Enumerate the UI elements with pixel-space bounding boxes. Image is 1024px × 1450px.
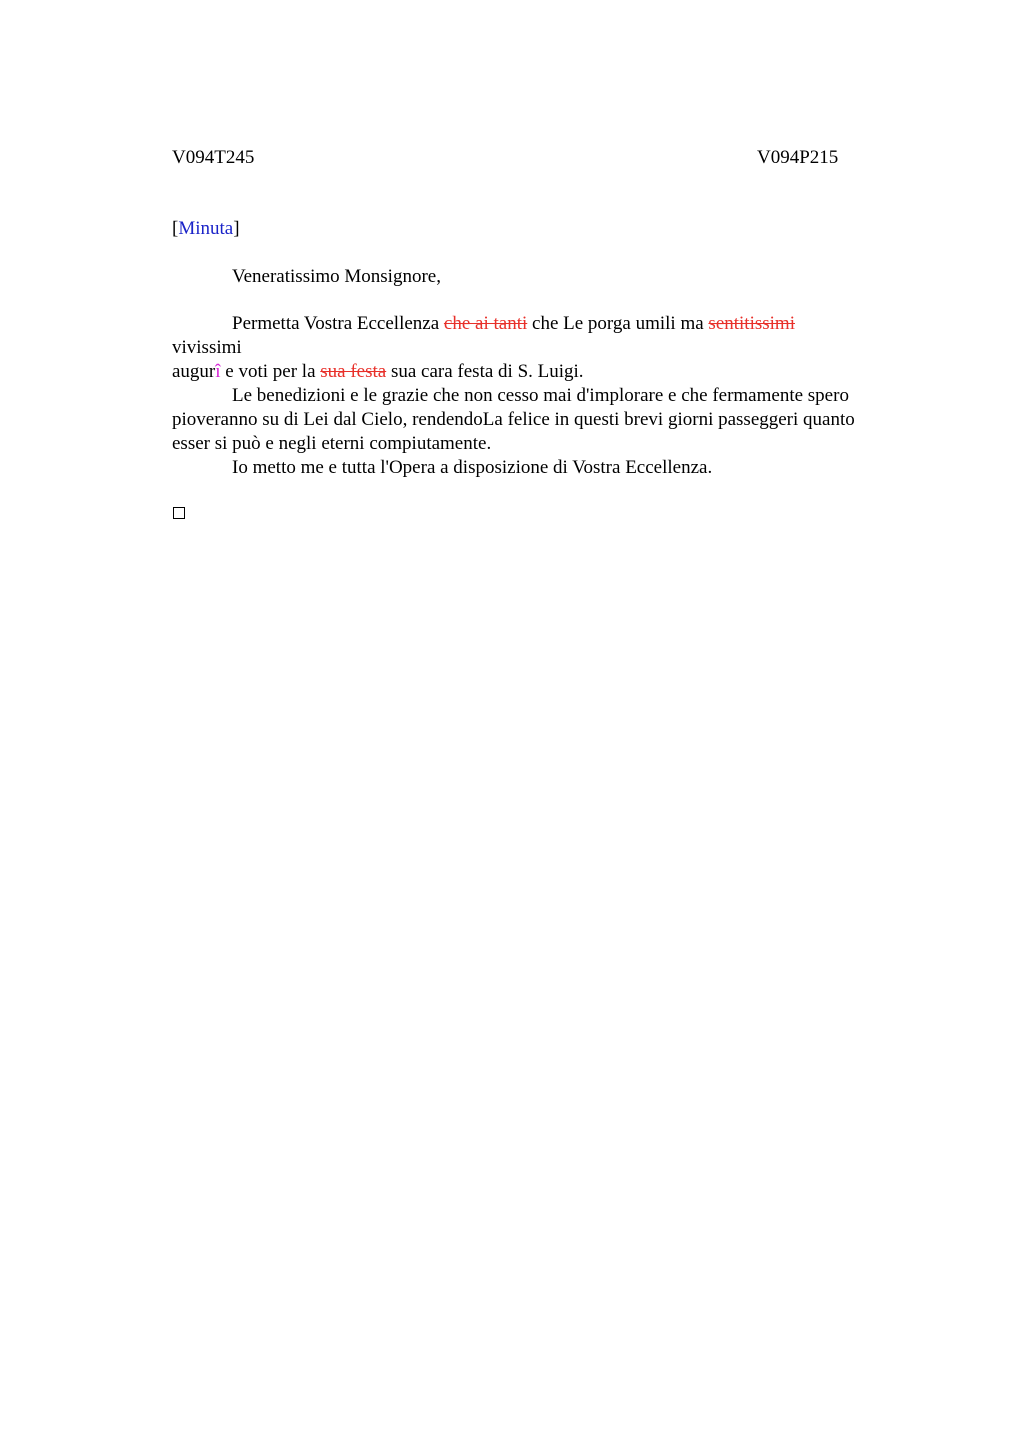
salutation: Veneratissimo Monsignore,: [232, 266, 441, 287]
deleted-text: sua festa: [320, 361, 387, 382]
text-segment: augur: [172, 361, 216, 382]
paragraph2-line3: esser si può e negli eterni compiutamente.: [172, 433, 492, 454]
paragraph2-line1: Le benedizioni e le grazie che non cesso mai d'implorare e che fermamente spero: [232, 385, 849, 406]
document-code-left: V094T245: [172, 147, 255, 168]
document-code-right: V094P215: [757, 147, 839, 168]
text-segment: sua cara festa di S. Luigi.: [386, 361, 584, 382]
text-segment: e voti per la: [220, 361, 321, 382]
editorial-label: Minuta: [178, 218, 234, 239]
open-bracket: [: [172, 218, 179, 239]
text-segment: che Le porga umili ma: [527, 313, 709, 334]
paragraph1-line3: [172, 360, 584, 384]
empty-square-icon: [173, 507, 185, 519]
text-segment: Permetta Vostra Eccellenza: [232, 313, 444, 334]
deleted-text: che ai tanti: [443, 313, 528, 334]
paragraph1-line2: vivissimi: [172, 337, 242, 358]
deleted-text: sentitissimi: [708, 313, 795, 334]
editorial-note: [172, 217, 240, 241]
paragraph3: Io metto me e tutta l'Opera a disposizione di Vostra Eccellenza.: [232, 457, 713, 478]
close-bracket: ]: [233, 218, 240, 239]
paragraph2-line2: pioveranno su di Lei dal Cielo, rendendoLa felice in questi brevi giorni passeggeri quanto: [172, 409, 855, 430]
paragraph1-line1: [172, 312, 795, 336]
accent-mark: î: [215, 361, 221, 382]
